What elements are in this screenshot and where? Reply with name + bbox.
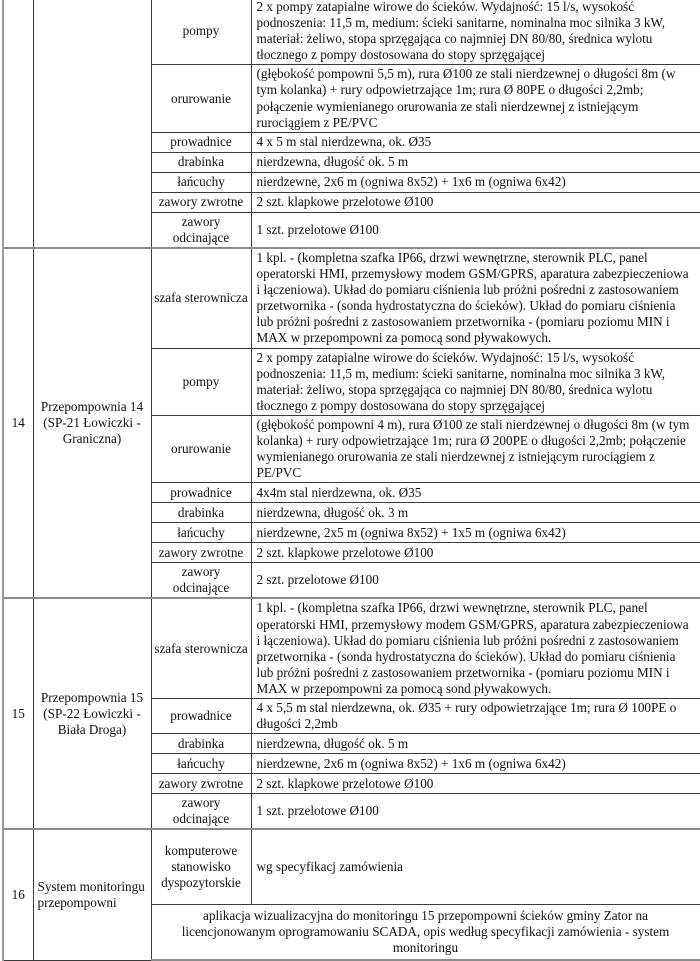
table-row [3, 0, 700, 65]
table-row [3, 829, 700, 904]
component-description: 2 x pompy zatapialne wirowe do ścieków. Wydajność: 15 l/s, wysokość podnoszenia: 11,5 m, medium: ścieki sanitarne, nominalna moc silnika 3 kW, materiał: żeliwo, stopa sprzęgająca co najmniej DN 80/80, średnica wylotu tłocznego z pompy dostosowana do stopy sprzęgającej [251, 0, 700, 65]
component-label: prowadnice [151, 699, 251, 734]
component-label: komputerowe stanowisko dyspozytorskie [151, 829, 251, 904]
component-label: orurowanie [151, 415, 251, 482]
component-label: łańcuchy [151, 754, 251, 774]
component-description: 1 szt. przelotowe Ø100 [251, 212, 700, 248]
table-row [3, 598, 700, 698]
component-description: nierdzewna, długość ok. 5 m [251, 734, 700, 754]
component-description: nierdzewna, długość ok. 3 m [251, 503, 700, 523]
component-label: pompy [151, 348, 251, 415]
component-description: 2 szt. przelotowe Ø100 [251, 563, 700, 599]
equipment-spec-table [2, 0, 700, 961]
item-number: 15 [3, 598, 33, 829]
component-description: 1 szt. przelotowe Ø100 [251, 794, 700, 830]
component-description: (głębokość pompowni 4 m), rura Ø100 ze stali nierdzewnej o długości 8m (w tym kolanka) + rury odpowietrzające 1m; rura Ø 200PE o długości 2,2mb; połączenie wymienianego orurowania ze stali nierdzewnej z istniejącym rurociągiem z PE/PVC [251, 415, 700, 482]
component-description: nierdzewne, 2x5 m (ogniwa 8x52) + 1x5 m (ogniwa 6x42) [251, 523, 700, 543]
item-number [3, 0, 33, 248]
item-name [33, 0, 151, 248]
component-label: szafa sterownicza [151, 248, 251, 348]
item-name: Przepompownia 15 (SP-22 Łowiczki - Biała Droga) [33, 598, 151, 829]
component-description: 4x4m stal nierdzewna, ok. Ø35 [251, 483, 700, 503]
component-label: zawory zwrotne [151, 774, 251, 794]
component-label: zawory odcinające [151, 563, 251, 599]
table-row [3, 248, 700, 348]
component-label: łańcuchy [151, 523, 251, 543]
component-description: 1 kpl. - (kompletna szafka IP66, drzwi wewnętrzne, sterownik PLC, panel operatorski HMI, przemysłowy modem GSM/GPRS, aparatura zabezpieczeniowa i łączeniowa). Układ do pomiaru ciśnienia lub próżni pośredni z zastosowaniem przetwornika - (sonda hydrostatyczna do ścieków). Układ do pomiaru ciśnienia lub próżni pośredni z zastosowaniem przetwornika - (pomiaru poziomu MIN i MAX w przepompowni za pomocą sond pływakowych. [251, 598, 700, 698]
component-description: nierdzewne, 2x6 m (ogniwa 8x52) + 1x6 m (ogniwa 6x42) [251, 172, 700, 192]
monitoring-application-note: aplikacja wizualizacyjna do monitoringu 15 przepompowni ścieków gminy Zator na licencjonowanym oprogramowaniu SCADA, opis według specyfikacji zamówienia - system monitoringu [151, 904, 700, 960]
component-label: drabinka [151, 152, 251, 172]
component-label: łańcuchy [151, 172, 251, 192]
component-label: zawory odcinające [151, 212, 251, 248]
component-label: prowadnice [151, 483, 251, 503]
component-label: orurowanie [151, 65, 251, 132]
component-description: 2 x pompy zatapialne wirowe do ścieków. Wydajność: 15 l/s, wysokość podnoszenia: 11,5 m, medium: ścieki sanitarne, nominalna moc silnika 3 kW, materiał: żeliwo, stopa sprzęgająca co najmniej DN 80/80, średnica wylotu tłocznego z pompy dostosowana do stopy sprzęgającej [251, 348, 700, 415]
component-label: szafa sterownicza [151, 598, 251, 698]
component-description: (głębokość pompowni 5,5 m), rura Ø100 ze stali nierdzewnej o długości 8m (w tym kolanka) + rury odpowietrzające 1m; rura Ø 80PE o długości 2,2mb; połączenie wymienianego orurowania ze stali nierdzewnej z istniejącym rurociągiem z PE/PVC [251, 65, 700, 132]
component-description: nierdzewne, 2x6 m (ogniwa 8x52) + 1x6 m (ogniwa 6x42) [251, 754, 700, 774]
component-label: zawory zwrotne [151, 192, 251, 212]
component-description: nierdzewna, długość ok. 5 m [251, 152, 700, 172]
component-label: drabinka [151, 734, 251, 754]
component-label: drabinka [151, 503, 251, 523]
component-label: pompy [151, 0, 251, 65]
component-description: 2 szt. klapkowe przelotowe Ø100 [251, 774, 700, 794]
item-name: System monitoringu przepompowni [33, 829, 151, 960]
component-description: wg specyfikacj zamówienia [251, 829, 700, 904]
item-name: Przepompownia 14 (SP-21 Łowiczki - Graniczna) [33, 248, 151, 599]
component-description: 1 kpl. - (kompletna szafka IP66, drzwi wewnętrzne, sterownik PLC, panel operatorski HMI, przemysłowy modem GSM/GPRS, aparatura zabezpieczeniowa i łączeniowa). Układ do pomiaru ciśnienia lub próżni pośredni z zastosowaniem przetwornika - (sonda hydrostatyczna do ścieków). Układ do pomiaru ciśnienia lub próżni pośredni z zastosowaniem przetwornika - (pomiaru poziomu MIN i MAX w przepompowni za pomocą sond pływakowych. [251, 248, 700, 348]
component-label: zawory zwrotne [151, 543, 251, 563]
component-description: 2 szt. klapkowe przelotowe Ø100 [251, 192, 700, 212]
component-label: prowadnice [151, 132, 251, 152]
item-number: 14 [3, 248, 33, 599]
component-description: 2 szt. klapkowe przelotowe Ø100 [251, 543, 700, 563]
component-description: 4 x 5,5 m stal nierdzewna, ok. Ø35 + rury odpowietrzające 1m; rura Ø 100PE o długości 2,2mb [251, 699, 700, 734]
component-label: zawory odcinające [151, 794, 251, 830]
component-description: 4 x 5 m stal nierdzewna, ok. Ø35 [251, 132, 700, 152]
item-number: 16 [3, 829, 33, 960]
